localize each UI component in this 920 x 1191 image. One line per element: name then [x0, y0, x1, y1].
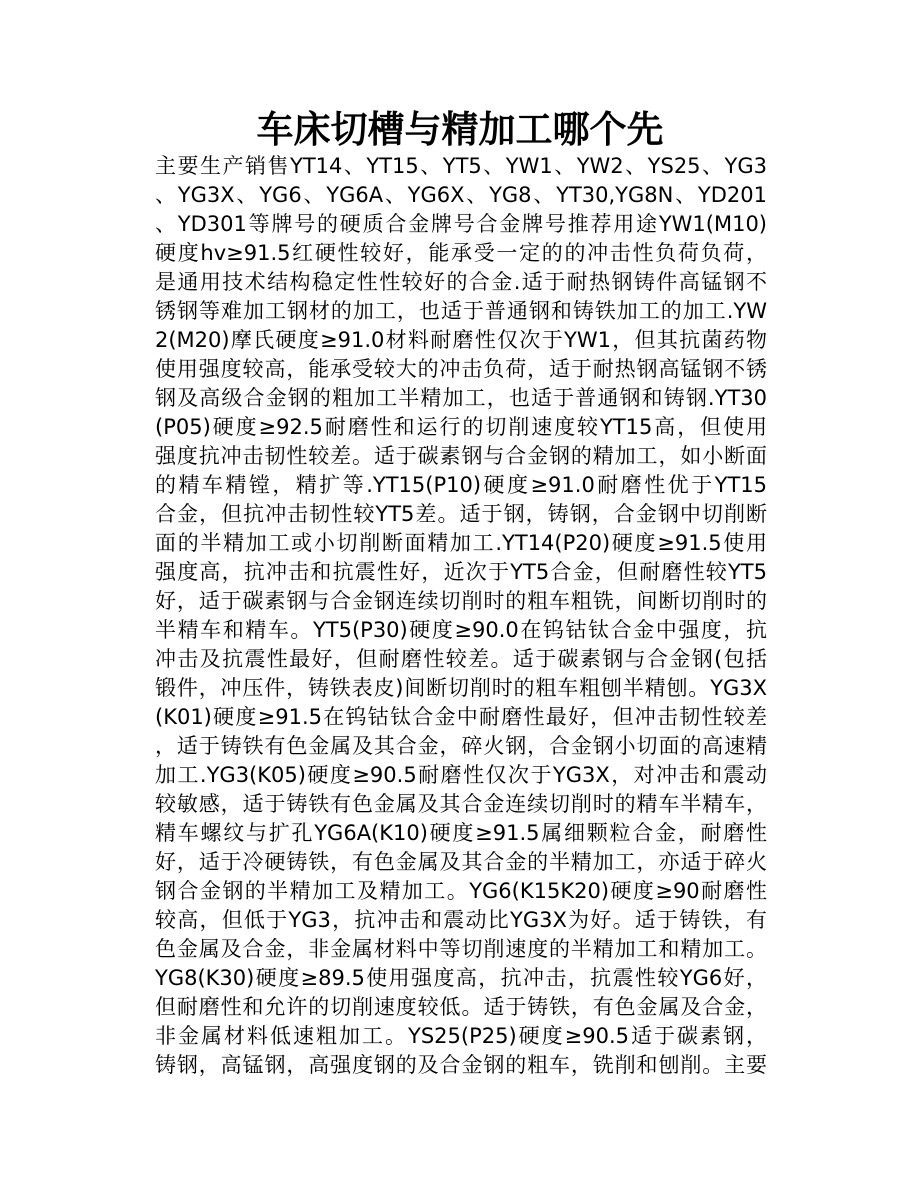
body-line: 铸钢，高锰钢，高强度钢的及合金钢的粗车，铣削和刨削。主要 — [155, 1053, 767, 1077]
document-body — [155, 152, 767, 1080]
body-line: YG8(K30)硬度≥89.5使用强度高，抗冲击，抗震性较YG6好， — [155, 966, 767, 990]
body-line: 好，适于碳素钢与合金钢连续切削时的粗车粗铣，间断切削时的 — [155, 589, 767, 613]
body-line: 硬度hv≥91.5红硬性较好，能承受一定的的冲击性负荷负荷， — [155, 241, 767, 265]
body-line: 精车螺纹与扩孔YG6A(K10)硬度≥91.5属细颗粒合金，耐磨性 — [155, 821, 767, 845]
document-title: 车床切槽与精加工哪个先 — [256, 107, 664, 151]
body-line: 较敏感，适于铸铁有色金属及其合金连续切削时的精车半精车， — [155, 792, 767, 816]
body-line: 、YD301等牌号的硬质合金牌号合金牌号推荐用途YW1(M10) — [155, 212, 767, 236]
body-line: 、YG3X、YG6、YG6A、YG6X、YG8、YT30,YG8N、YD201 — [155, 183, 767, 207]
body-line: 色金属及合金，非金属材料中等切削速度的半精加工和精加工。 — [155, 937, 767, 961]
body-line: 使用强度较高，能承受较大的冲击负荷，适于耐热钢高锰钢不锈 — [155, 357, 767, 381]
body-line: 非金属材料低速粗加工。YS25(P25)硬度≥90.5适于碳素钢， — [155, 1024, 767, 1048]
body-line: 合金，但抗冲击韧性较YT5差。适于钢，铸钢，合金钢中切削断 — [155, 502, 767, 526]
body-line: (P05)硬度≥92.5耐磨性和运行的切削速度较YT15高，但使用 — [155, 415, 767, 439]
body-line: 钢及高级合金钢的粗加工半精加工，也适于普通钢和铸钢.YT30 — [155, 386, 767, 410]
body-line: (K01)硬度≥91.5在钨钴钛合金中耐磨性最好，但冲击韧性较差 — [155, 705, 767, 729]
body-line: 强度抗冲击韧性较差。适于碳素钢与合金钢的精加工，如小断面 — [155, 444, 767, 468]
body-line: 较高，但低于YG3，抗冲击和震动比YG3X为好。适于铸铁，有 — [155, 908, 767, 932]
body-line: 但耐磨性和允许的切削速度较低。适于铸铁，有色金属及合金， — [155, 995, 767, 1019]
body-line: 好，适于冷硬铸铁，有色金属及其合金的半精加工，亦适于碎火 — [155, 850, 767, 874]
body-line: 冲击及抗震性最好，但耐磨性较差。适于碳素钢与合金钢(包括 — [155, 647, 767, 671]
body-line: 锻件，冲压件，铸铁表皮)间断切削时的粗车粗刨半精刨。YG3X — [155, 676, 767, 700]
body-line: 面的半精加工或小切削断面精加工.YT14(P20)硬度≥91.5使用 — [155, 531, 767, 555]
body-line: 半精车和精车。YT5(P30)硬度≥90.0在钨钴钛合金中强度，抗 — [155, 618, 767, 642]
body-line: ，适于铸铁有色金属及其合金，碎火钢，合金钢小切面的高速精 — [155, 734, 767, 758]
body-line: 强度高，抗冲击和抗震性好，近次于YT5合金，但耐磨性较YT5 — [155, 560, 767, 584]
body-line: 是通用技术结构稳定性性较好的合金.适于耐热钢铸件高锰钢不 — [155, 270, 767, 294]
body-line: 锈钢等难加工钢材的加工，也适于普通钢和铸铁加工的加工.YW — [155, 299, 767, 323]
body-line: 主要生产销售YT14、YT15、YT5、YW1、YW2、YS25、YG3 — [155, 154, 767, 178]
body-line: 2(M20)摩氏硬度≥91.0材料耐磨性仅次于YW1，但其抗菌药物 — [155, 328, 767, 352]
body-line: 加工.YG3(K05)硬度≥90.5耐磨性仅次于YG3X，对冲击和震动 — [155, 763, 767, 787]
body-line: 钢合金钢的半精加工及精加工。YG6(K15K20)硬度≥90耐磨性 — [155, 879, 767, 903]
body-line: 的精车精镗，精扩等.YT15(P10)硬度≥91.0耐磨性优于YT15 — [155, 473, 767, 497]
